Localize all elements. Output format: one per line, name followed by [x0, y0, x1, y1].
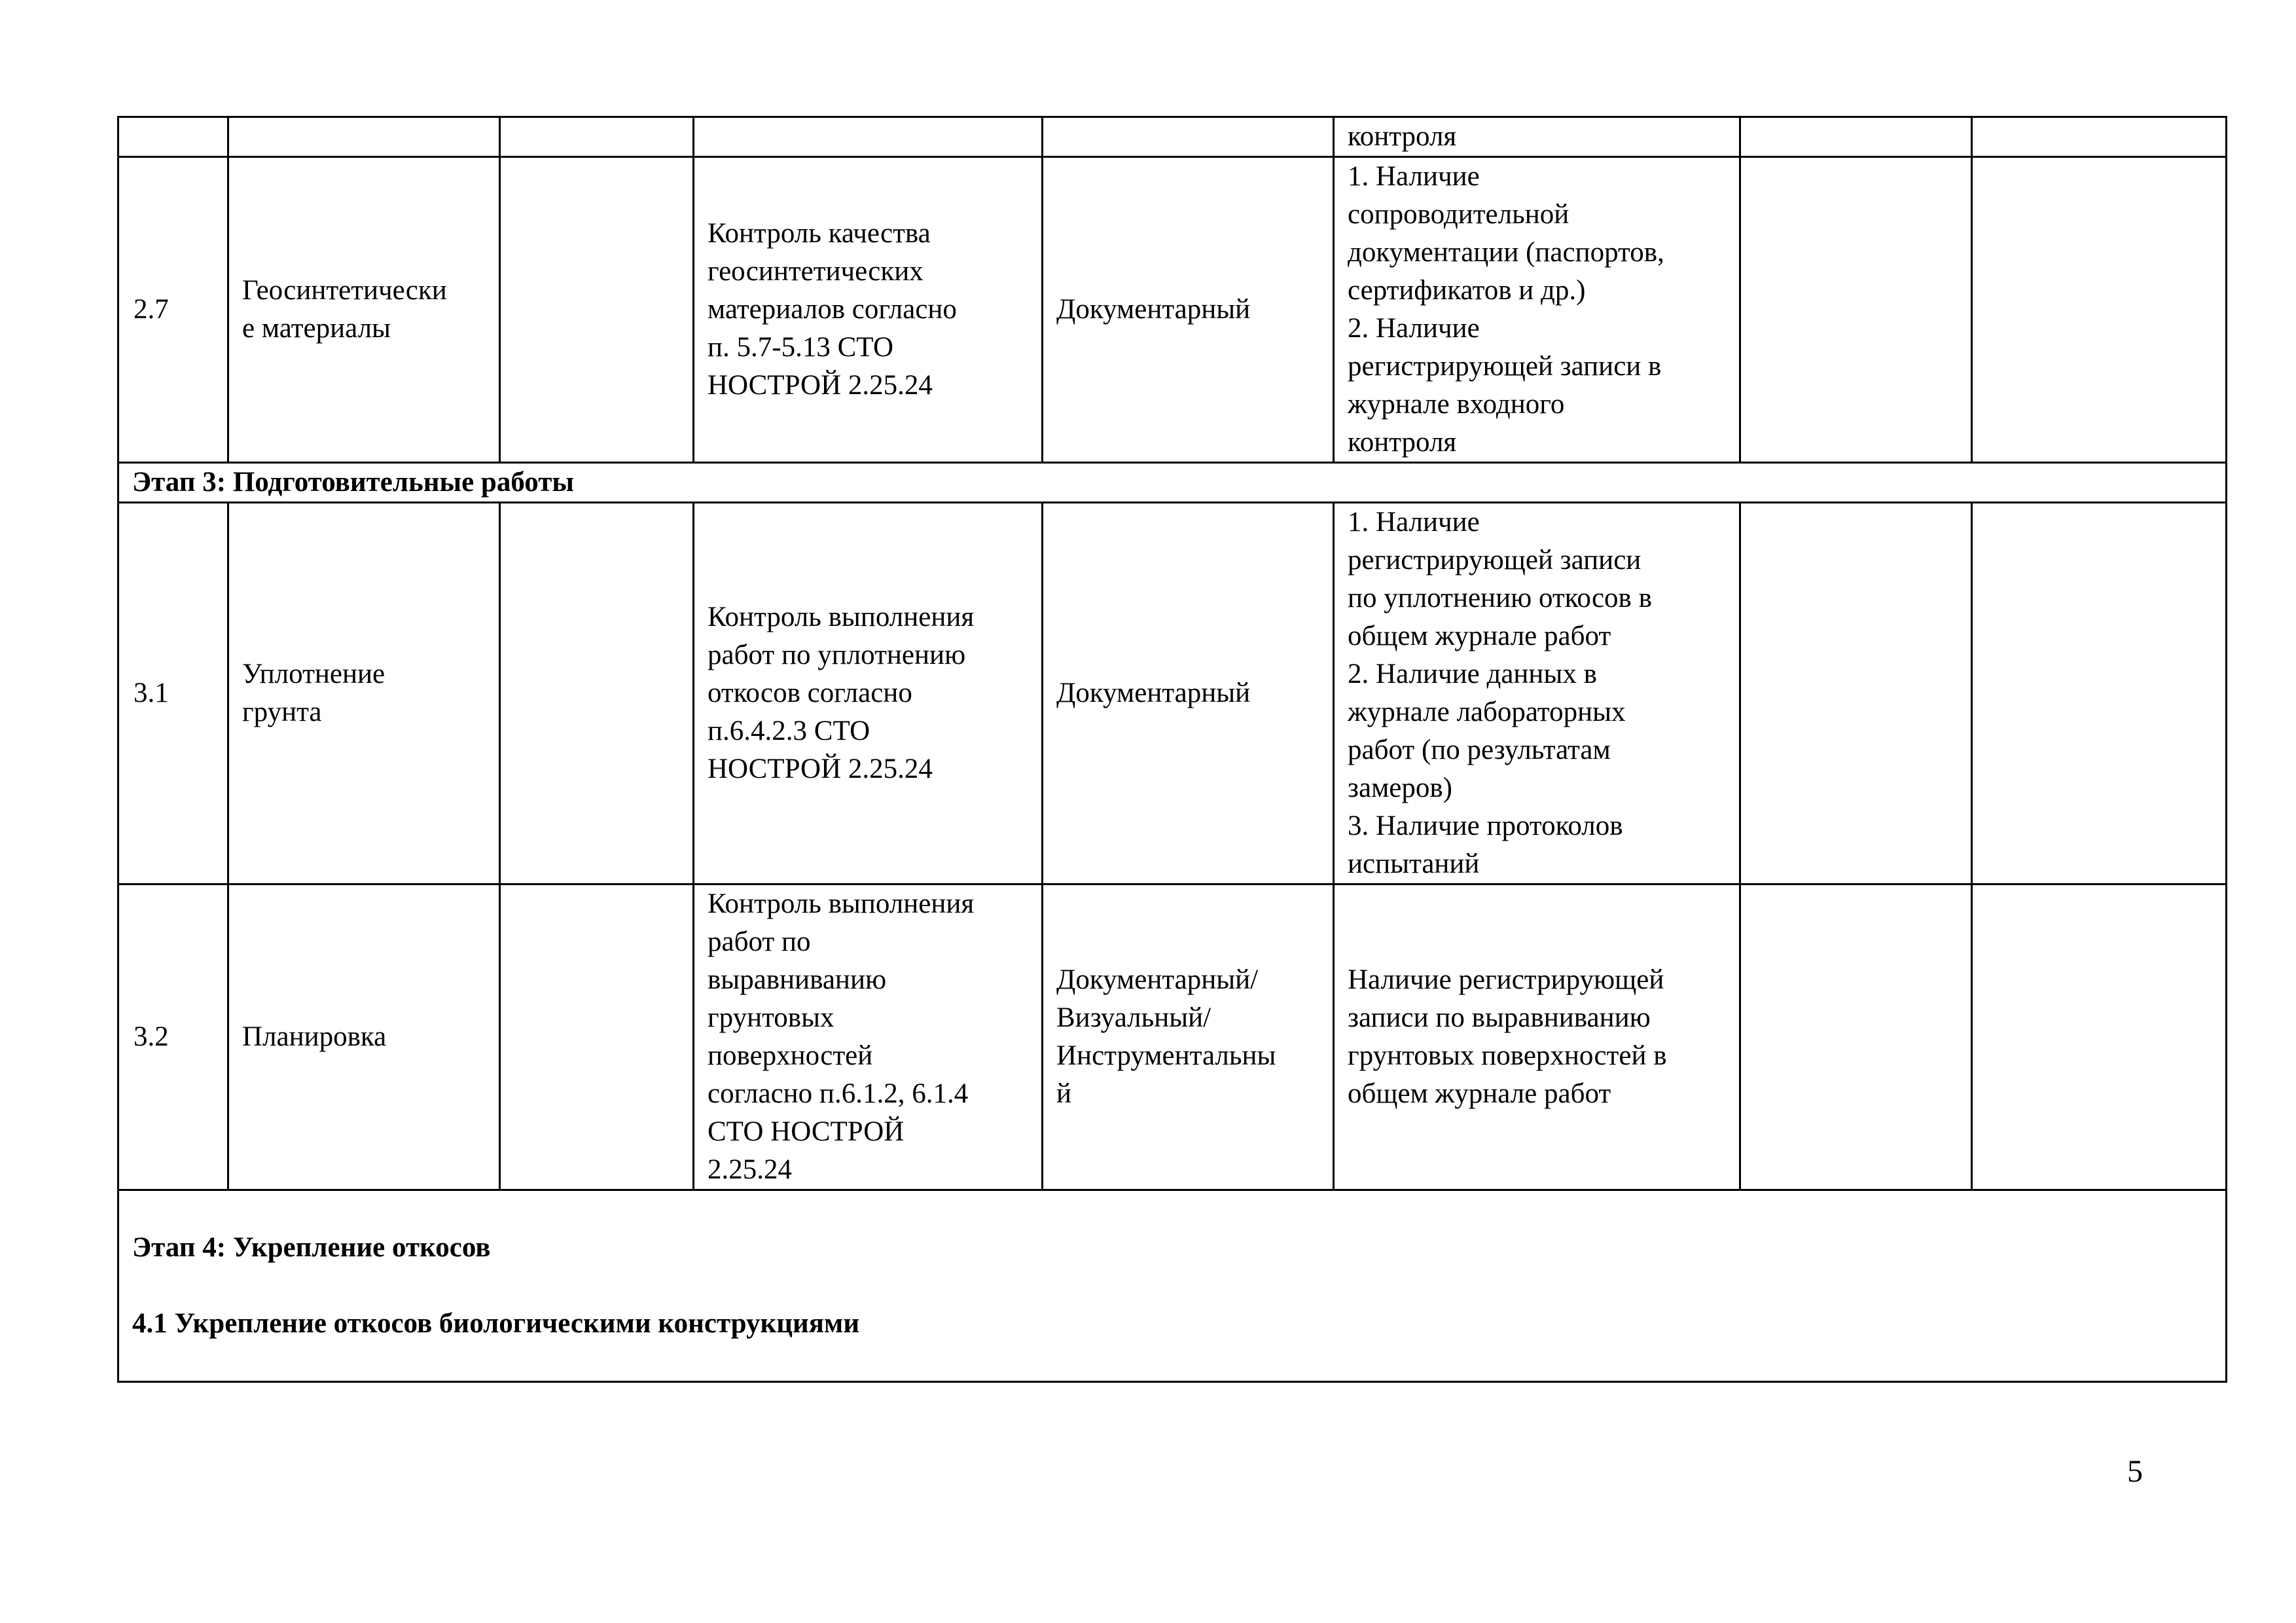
table-row-continued [118, 117, 2227, 157]
table-cell-control: Контроль качества геосинтетических материалов согласно п. 5.7-5.13 СТО НОСТРОЙ 2.25.24 [694, 157, 1043, 463]
substage-heading: 4.1 Укрепление откосов биологическими конструкциями [132, 1308, 860, 1339]
table-cell-name: Геосинтетически е материалы [228, 157, 500, 463]
table-cell-evidence: Наличие регистрирующей записи по выравниванию грунтовых поверхностей в общем журнале работ [1334, 884, 1740, 1190]
table-cell-method: Документарный [1043, 157, 1334, 463]
stage-heading: Этап 3: Подготовительные работы [118, 463, 2227, 503]
table-row [118, 503, 2227, 884]
stage-row [118, 1190, 2227, 1382]
stage-row [118, 463, 2227, 503]
table-cell-number: 3.1 [118, 503, 228, 884]
table-row [118, 157, 2227, 463]
table-cell-number: 3.2 [118, 884, 228, 1190]
table-cell-evidence: 1. Наличие регистрирующей записи по уплотнению откосов в общем журнале работ 2. Наличие данных в журнале лабораторных работ (по результатам замеров) 3. Наличие протоколов испытаний [1334, 503, 1740, 884]
table-cell-method: Документарный [1043, 503, 1334, 884]
table-cell-evidence: контроля [1334, 117, 1740, 157]
table-cell-number: 2.7 [118, 157, 228, 463]
stage-heading: Этап 4: Укрепление откосов [132, 1232, 491, 1263]
page-number: 5 [2127, 1454, 2143, 1489]
table-row [118, 884, 2227, 1190]
table-cell-name: Планировка [228, 884, 500, 1190]
table-cell-control: Контроль выполнения работ по выравниванию грунтовых поверхностей согласно п.6.1.2, 6.1.4 СТО НОСТРОЙ 2.25.24 [694, 884, 1043, 1190]
table-cell-method: Документарный/ Визуальный/ Инструментальны й [1043, 884, 1334, 1190]
control-table [117, 116, 2227, 1383]
table-cell-name: Уплотнение грунта [228, 503, 500, 884]
table-cell-control: Контроль выполнения работ по уплотнению откосов согласно п.6.4.2.3 СТО НОСТРОЙ 2.25.24 [694, 503, 1043, 884]
table-cell-evidence: 1. Наличие сопроводительной документации (паспортов, сертификатов и др.) 2. Наличие регистрирующей записи в журнале входного контроля [1334, 157, 1740, 463]
